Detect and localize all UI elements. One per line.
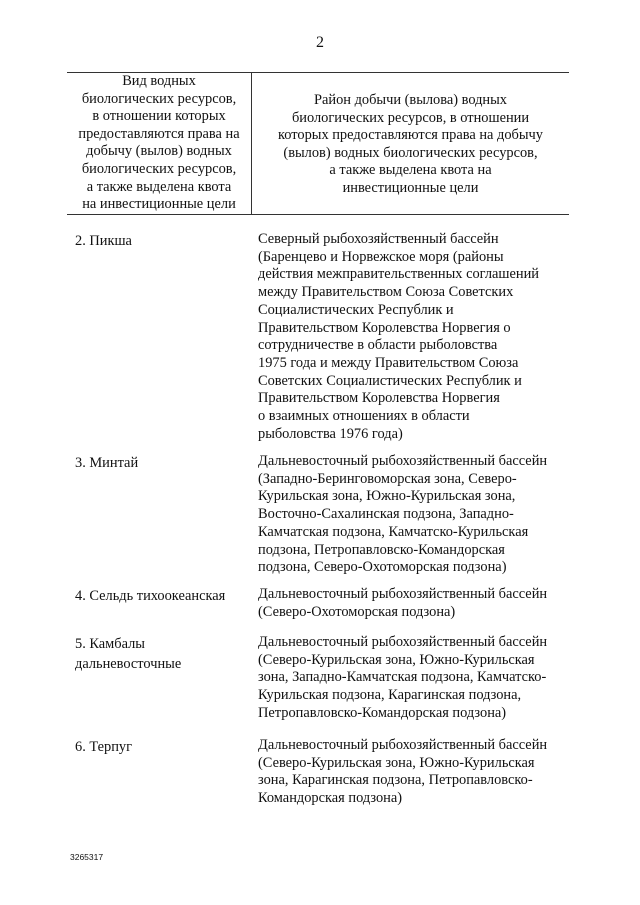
district-line: действия межправительственных соглашений — [258, 266, 539, 283]
header-right-line: которых предоставляются права на добычу — [278, 127, 543, 144]
species-cell — [75, 231, 250, 251]
district-line: рыболовства 1976 года) — [258, 425, 403, 442]
district-line: Правительством Королевства Норвегия о — [258, 319, 511, 336]
district-cell — [258, 586, 578, 621]
header-left-cell — [67, 73, 251, 214]
species-name: 5. Камбалы — [75, 636, 145, 652]
header-right-line: инвестиционные цели — [342, 179, 479, 196]
district-line: (Баренцево и Норвежское моря (районы — [258, 248, 504, 265]
district-line: Правительством Королевства Норвегия — [258, 390, 500, 407]
district-line: Северный рыбохозяйственный бассейн — [258, 231, 499, 247]
district-line: Советских Социалистических Республик и — [258, 372, 522, 389]
district-line: подзона, Северо-Охотоморская подзона) — [258, 559, 507, 576]
district-cell — [258, 737, 578, 808]
district-line: Дальневосточный рыбохозяйственный бассейн — [258, 634, 548, 650]
species-name: дальневосточные — [75, 656, 182, 673]
header-left-line: предоставляются права на — [78, 125, 240, 142]
district-cell — [258, 231, 578, 443]
district-line: сотрудничестве в области рыболовства — [258, 337, 498, 354]
district-line: Курильская зона, Южно-Курильская зона, — [258, 488, 516, 505]
species-cell — [75, 453, 250, 473]
header-right-line: Район добычи (вылова) водных — [313, 92, 507, 108]
district-line: Командорская подзона) — [258, 790, 403, 807]
header-left-line: Вид водных — [122, 73, 196, 89]
header-left-line: на инвестиционные цели — [82, 196, 236, 213]
district-line: зона, Карагинская подзона, Петропавловско- — [258, 772, 533, 789]
district-line: (Западно-Беринговоморская зона, Северо- — [258, 470, 517, 487]
district-line: Камчатская подзона, Камчатско-Курильская — [258, 523, 529, 540]
header-left-line: биологических ресурсов, — [81, 90, 237, 107]
species-name: 4. Сельдь тихоокеанская — [75, 588, 226, 604]
district-line: Восточно-Сахалинская подзона, Западно- — [258, 506, 514, 523]
district-line: между Правительством Союза Советских — [258, 284, 514, 301]
species-cell — [75, 737, 250, 757]
document-code: 3265317 — [70, 852, 104, 862]
district-line: (Северо-Курильская зона, Южно-Курильская — [258, 651, 535, 668]
page-number: 2 — [316, 34, 324, 51]
header-left-line: биологических ресурсов, — [81, 160, 237, 177]
district-line: (Северо-Курильская зона, Южно-Курильская — [258, 754, 535, 771]
district-line: 1975 года и между Правительством Союза — [258, 354, 519, 371]
district-line: зона, Западно-Камчатская подзона, Камчатско- — [258, 669, 547, 686]
header-left-line: в отношении которых — [92, 108, 226, 125]
header-left-line: добычу (вылов) водных — [86, 143, 232, 160]
district-line: (Северо-Охотоморская подзона) — [258, 603, 456, 620]
district-line: Петропавловско-Командорская подзона) — [258, 704, 507, 721]
table-header-bottom-rule — [67, 214, 569, 215]
district-line: подзона, Петропавловско-Командорская — [258, 541, 505, 558]
header-right-line: а также выделена квота на — [329, 162, 492, 179]
species-cell — [75, 634, 250, 675]
district-cell — [258, 634, 578, 723]
district-cell — [258, 453, 578, 577]
district-line: Курильская подзона, Карагинская подзона, — [258, 687, 522, 704]
district-line: Дальневосточный рыбохозяйственный бассейн — [258, 453, 548, 469]
header-right-cell — [252, 92, 569, 198]
species-cell — [75, 586, 250, 606]
species-name: 2. Пикша — [75, 233, 132, 249]
district-line: Дальневосточный рыбохозяйственный бассейн — [258, 737, 548, 753]
header-right-line: биологических ресурсов, в отношении — [291, 109, 530, 126]
district-line: Дальневосточный рыбохозяйственный бассейн — [258, 586, 548, 602]
species-name: 6. Терпуг — [75, 739, 133, 755]
district-line: о взаимных отношениях в области — [258, 408, 470, 425]
district-line: Социалистических Республик и — [258, 301, 454, 318]
header-left-line: а также выделена квота — [86, 178, 232, 195]
species-name: 3. Минтай — [75, 455, 139, 471]
header-right-line: (вылов) водных биологических ресурсов, — [283, 144, 538, 161]
